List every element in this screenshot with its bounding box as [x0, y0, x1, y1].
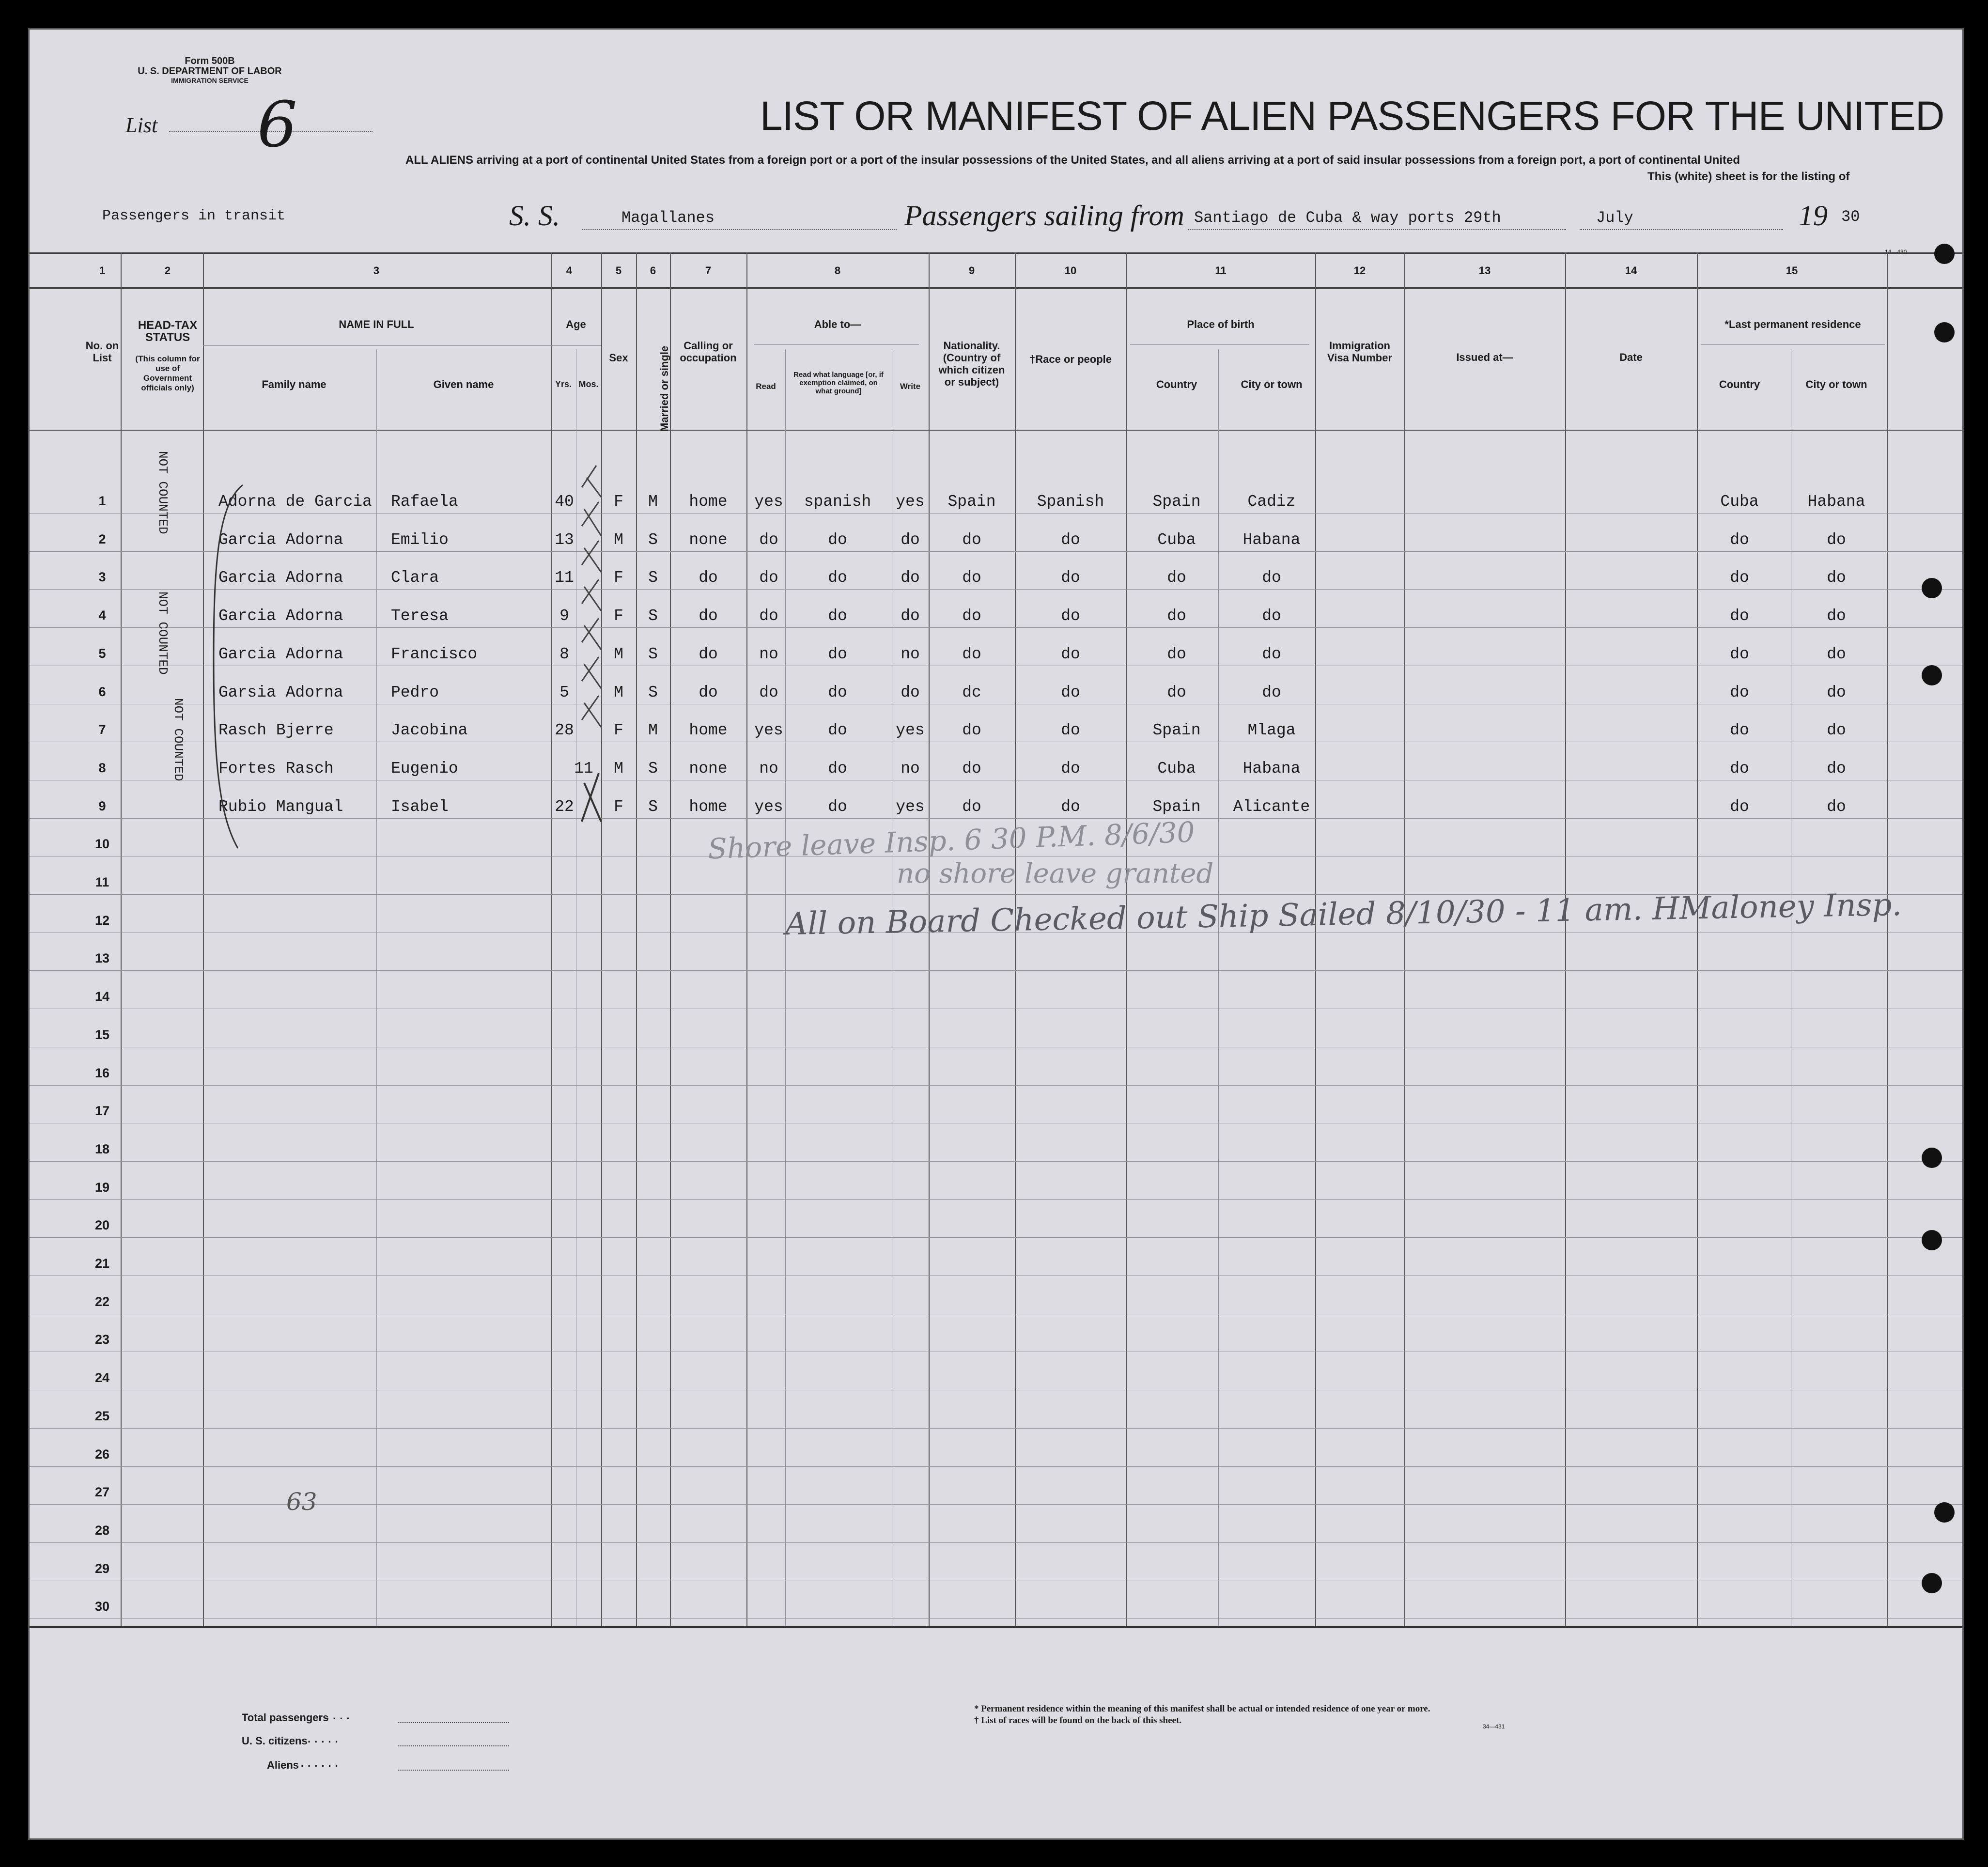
year-suffix: 30: [1841, 208, 1860, 226]
race-cell: do: [1061, 797, 1080, 816]
given-name-cell: Emilio: [391, 530, 449, 549]
row-line: [30, 1085, 1962, 1086]
residence-city-cell: do: [1827, 530, 1846, 549]
occupation-cell: home: [689, 493, 728, 511]
colnum-3: 3: [373, 264, 380, 277]
race-cell: do: [1061, 721, 1080, 740]
row-line: [30, 551, 1962, 552]
family-name-cell: Garcia Adorna: [218, 530, 343, 549]
colnum-4: 4: [566, 264, 573, 277]
handwritten-no-shore-leave: no shore leave granted: [897, 858, 1214, 889]
row-number: 6: [98, 684, 106, 699]
handwritten-all-on-board: All on Board Checked out Ship Sailed 8/10/30 - 11 am. HMaloney Insp.: [785, 887, 1902, 943]
family-name-cell: Garsia Adorna: [218, 683, 343, 701]
colnum-9: 9: [968, 264, 975, 277]
header-married: Married or single: [658, 345, 670, 432]
given-name-cell: Teresa: [391, 607, 449, 625]
family-name-cell: Garcia Adorna: [218, 607, 343, 625]
colnum-1: 1: [99, 264, 106, 277]
not-counted-stamp-3: NOT COUNTED: [171, 698, 186, 781]
row-number: 5: [98, 646, 106, 661]
marital-status-cell: S: [648, 530, 658, 549]
header-visa: Immigration Visa Number: [1327, 340, 1393, 364]
colnum-11: 11: [1215, 264, 1227, 277]
age-years-cell: 13: [555, 530, 574, 549]
row-line: [30, 627, 1962, 628]
header-family-name: Family name: [262, 378, 326, 390]
us-citizens-line: [398, 1745, 509, 1746]
punch-hole-3: [1922, 578, 1942, 598]
rule-col-6: [670, 252, 671, 1626]
punch-hole-1: [1934, 244, 1955, 264]
marital-status-cell: S: [648, 759, 658, 778]
age-years-cell: 5: [559, 683, 569, 701]
age-years-cell: 8: [559, 645, 569, 663]
residence-city-cell: do: [1827, 607, 1846, 625]
language-cell: do: [828, 607, 847, 625]
row-number: 27: [94, 1485, 110, 1500]
residence-city-cell: do: [1827, 759, 1846, 778]
residence-country-cell: do: [1730, 797, 1749, 816]
manifest-sheet: [28, 28, 1964, 1840]
race-cell: do: [1061, 759, 1080, 778]
given-name-cell: Eugenio: [391, 759, 458, 778]
header-birth-country: Country: [1156, 378, 1197, 390]
header-given-name: Given name: [433, 378, 494, 390]
sex-cell: M: [614, 645, 623, 663]
header-head-tax-note: (This column for use of Government officials only): [135, 354, 200, 392]
row-line: [30, 1466, 1962, 1467]
row-line: [30, 589, 1962, 590]
marital-status-cell: S: [648, 569, 658, 587]
sailing-from: Santiago de Cuba & way ports 29th: [1194, 209, 1501, 227]
header-no-on-list: No. on List: [85, 340, 119, 364]
residence-country-cell: do: [1730, 530, 1749, 549]
header-age: Age: [566, 318, 586, 330]
race-cell: do: [1061, 607, 1080, 625]
row-number: 22: [94, 1294, 110, 1309]
sailing-label: Passengers sailing from: [904, 200, 1184, 232]
subtitle-line-2: This (white) sheet is for the listing of: [1647, 170, 1850, 183]
given-name-cell: Pedro: [391, 683, 439, 701]
residence-city-cell: Habana: [1807, 493, 1865, 511]
aliens-dots: ......: [301, 1757, 342, 1769]
row-number: 20: [94, 1218, 110, 1233]
rule-col-11: [1315, 252, 1316, 1626]
sex-cell: M: [614, 759, 623, 778]
family-name-cell: Fortes Rasch: [218, 759, 334, 778]
row-line: [30, 1428, 1962, 1429]
colnum-5: 5: [615, 264, 622, 277]
rule-col-1: [121, 252, 122, 1626]
marital-status-cell: M: [648, 721, 658, 740]
occupation-cell: none: [689, 530, 728, 549]
aliens-label: Aliens: [267, 1759, 299, 1771]
rule-col-3: [551, 252, 552, 1626]
write-cell: yes: [896, 797, 925, 816]
header-birth-city: City or town: [1241, 378, 1303, 390]
sex-cell: M: [614, 683, 623, 701]
row-number: 19: [94, 1180, 110, 1195]
ship-name: Magallanes: [621, 209, 715, 227]
header-res-country: Country: [1719, 378, 1760, 390]
row-number: 4: [98, 608, 106, 623]
colnum-14: 14: [1625, 264, 1637, 277]
nationality-cell: do: [962, 759, 981, 778]
row-number: 16: [94, 1065, 110, 1080]
language-cell: do: [828, 683, 847, 701]
handwritten-margin-number: 63: [286, 1488, 317, 1516]
row-line: [30, 1504, 1962, 1505]
us-citizens-label: U. S. citizens: [242, 1735, 308, 1747]
rule-col-13: [1565, 252, 1566, 1626]
family-name-cell: Rasch Bjerre: [218, 721, 334, 740]
birth-city-cell: Alicante: [1233, 797, 1310, 816]
header-date: Date: [1619, 351, 1643, 363]
residence-city-cell: do: [1827, 721, 1846, 740]
birth-country-cell: do: [1167, 683, 1186, 701]
language-cell: do: [828, 530, 847, 549]
header-head-tax: HEAD-TAX STATUS: [138, 319, 198, 344]
occupation-cell: home: [689, 721, 728, 740]
header-yrs: Yrs.: [555, 379, 572, 389]
table-bottom-rule: [30, 1626, 1962, 1628]
read-cell: do: [759, 569, 778, 587]
age-years-cell: 40: [555, 493, 574, 511]
sex-cell: M: [614, 530, 623, 549]
row-line: [30, 818, 1962, 819]
marital-status-cell: S: [648, 683, 658, 701]
sex-cell: F: [614, 607, 623, 625]
header-race: †Race or people: [1029, 353, 1112, 365]
write-cell: yes: [896, 721, 925, 740]
birth-country-cell: Spain: [1152, 797, 1201, 816]
punch-hole-7: [1934, 1502, 1955, 1523]
birth-city-cell: do: [1262, 645, 1281, 663]
write-cell: do: [901, 530, 920, 549]
row-line: [30, 1199, 1962, 1200]
occupation-cell: none: [689, 759, 728, 778]
row-number: 13: [94, 951, 110, 966]
header-issued-at: Issued at—: [1456, 351, 1513, 363]
race-cell: do: [1061, 569, 1080, 587]
total-passengers-dots: ....: [326, 1710, 354, 1722]
row-number: 17: [94, 1104, 110, 1119]
punch-hole-8: [1922, 1573, 1942, 1593]
family-name-cell: Rubio Mangual: [218, 797, 343, 816]
able-subrule: [754, 344, 919, 345]
subtitle-line-1: ALL ALIENS arriving at a port of continental United States from a foreign port or a port of the insular possessions of the United States, and all aliens arriving at a port of said insular possessions from a foreign port, a port of continental United: [405, 154, 1740, 167]
write-cell: do: [901, 569, 920, 587]
read-cell: yes: [754, 797, 783, 816]
occupation-cell: do: [699, 569, 718, 587]
total-passengers-label: Total passengers: [242, 1711, 329, 1724]
header-sex: Sex: [609, 352, 628, 364]
family-name-cell: Adorna de Garcia: [218, 493, 372, 511]
language-cell: spanish: [804, 493, 871, 511]
colnum-12: 12: [1353, 264, 1366, 277]
birth-city-cell: do: [1262, 683, 1281, 701]
nationality-cell: Spain: [947, 493, 996, 511]
family-name-cell: Garcia Adorna: [218, 569, 343, 587]
ss-label: S. S.: [509, 200, 560, 232]
residence-city-cell: do: [1827, 683, 1846, 701]
row-number: 24: [94, 1370, 110, 1385]
bracket-mark: [175, 466, 262, 863]
marital-status-cell: S: [648, 797, 658, 816]
footer-code: 34—431: [1483, 1723, 1505, 1730]
row-number: 15: [94, 1027, 110, 1042]
row-line: [30, 1161, 1962, 1162]
row-number: 30: [94, 1599, 110, 1614]
language-cell: do: [828, 721, 847, 740]
row-line: [30, 1542, 1962, 1543]
month-line: [1580, 229, 1783, 230]
nationality-cell: dc: [962, 683, 981, 701]
given-name-cell: Francisco: [391, 645, 478, 663]
rule-col-3a: [376, 349, 377, 1626]
rule-col-8a: [785, 349, 786, 1626]
rule-col-5: [636, 252, 637, 1626]
age-years-cell: 22: [555, 797, 574, 816]
age-years-cell: 28: [555, 721, 574, 740]
birth-country-cell: do: [1167, 569, 1186, 587]
birth-city-cell: Habana: [1242, 530, 1301, 549]
sex-cell: F: [614, 569, 623, 587]
read-cell: no: [759, 645, 778, 663]
row-number: 10: [94, 837, 110, 852]
row-line: [30, 1618, 1962, 1619]
colnum-8: 8: [834, 264, 841, 277]
row-number: 1: [98, 494, 106, 508]
header-nationality: Nationality. (Country of which citizen or subject): [938, 340, 1005, 388]
given-name-cell: Jacobina: [391, 721, 468, 740]
column-number-rule-top: [30, 252, 1962, 254]
write-cell: do: [901, 683, 920, 701]
residence-country-cell: do: [1730, 569, 1749, 587]
department-name: U. S. DEPARTMENT OF LABOR: [138, 66, 282, 77]
language-cell: do: [828, 569, 847, 587]
read-cell: no: [759, 759, 778, 778]
occupation-cell: do: [699, 645, 718, 663]
age-subrule: [551, 345, 601, 346]
row-line: [30, 1237, 1962, 1238]
punch-hole-4: [1922, 665, 1942, 685]
punch-hole-5: [1922, 1148, 1942, 1168]
race-cell: do: [1061, 645, 1080, 663]
write-cell: no: [901, 645, 920, 663]
header-read: Read: [756, 382, 776, 391]
residence-country-cell: do: [1730, 683, 1749, 701]
header-rule-bottom: [30, 430, 1962, 431]
nationality-cell: do: [962, 607, 981, 625]
residence-country-cell: do: [1730, 645, 1749, 663]
header-last-residence: *Last permanent residence: [1724, 318, 1861, 330]
row-number: 25: [94, 1408, 110, 1423]
sex-cell: F: [614, 721, 623, 740]
row-number: 18: [94, 1141, 110, 1156]
row-number: 11: [95, 875, 109, 889]
residence-country-cell: do: [1730, 607, 1749, 625]
birth-country-cell: Cuba: [1157, 759, 1196, 778]
punch-hole-6: [1922, 1230, 1942, 1250]
marital-status-cell: S: [648, 607, 658, 625]
read-cell: do: [759, 530, 778, 549]
nationality-cell: do: [962, 721, 981, 740]
row-number: 2: [98, 531, 106, 546]
list-number: 6: [257, 88, 297, 161]
nationality-cell: do: [962, 569, 981, 587]
write-cell: yes: [896, 493, 925, 511]
colnum-15: 15: [1786, 264, 1798, 277]
header-able-to: Able to—: [814, 318, 861, 330]
birth-country-cell: Spain: [1152, 721, 1201, 740]
row-number: 26: [94, 1447, 110, 1462]
occupation-cell: home: [689, 797, 728, 816]
port-line: [1188, 229, 1566, 230]
ship-line: [582, 229, 897, 230]
punch-hole-2: [1934, 322, 1955, 342]
rule-col-2: [203, 252, 204, 1626]
rule-col-10: [1126, 252, 1127, 1626]
footnote-races: † List of races will be found on the back of this sheet.: [974, 1715, 1182, 1726]
header-write: Write: [900, 382, 921, 391]
row-line: [30, 970, 1962, 971]
birth-country-cell: Cuba: [1157, 530, 1196, 549]
row-number: 14: [94, 989, 110, 1004]
race-cell: do: [1061, 530, 1080, 549]
sex-cell: F: [614, 797, 623, 816]
birth-subrule: [1130, 344, 1309, 345]
language-cell: do: [828, 797, 847, 816]
colnum-2: 2: [164, 264, 171, 277]
given-name-cell: Rafaela: [391, 493, 458, 511]
rule-col-14: [1697, 252, 1698, 1626]
race-cell: do: [1061, 683, 1080, 701]
write-cell: do: [901, 607, 920, 625]
age-years-cell: 9: [559, 607, 569, 625]
sex-cell: F: [614, 493, 623, 511]
nationality-cell: do: [962, 530, 981, 549]
header-res-city: City or town: [1805, 378, 1867, 390]
birth-city-cell: Mlaga: [1247, 721, 1296, 740]
nationality-cell: do: [962, 797, 981, 816]
read-cell: do: [759, 683, 778, 701]
read-cell: do: [759, 607, 778, 625]
read-cell: yes: [754, 493, 783, 511]
rule-col-15: [1887, 252, 1888, 1626]
residence-country-cell: do: [1730, 721, 1749, 740]
birth-country-cell: do: [1167, 607, 1186, 625]
birth-city-cell: Habana: [1242, 759, 1301, 778]
birth-city-cell: Cadiz: [1247, 493, 1296, 511]
family-name-cell: Garcia Adorna: [218, 645, 343, 663]
occupation-cell: do: [699, 683, 718, 701]
handwritten-shore-leave: Shore leave Insp. 6 30 P.M. 8/6/30: [707, 815, 1196, 866]
given-name-cell: Clara: [391, 569, 439, 587]
footnote-residence: * Permanent residence within the meaning of this manifest shall be actual or intended residence of one year or more.: [974, 1704, 1430, 1714]
age-years-cell: 11: [555, 569, 574, 587]
colnum-6: 6: [650, 264, 656, 277]
us-citizens-dots: .....: [308, 1733, 342, 1745]
age-tally-marks: [572, 463, 611, 831]
rule-col-12: [1404, 252, 1405, 1626]
occupation-cell: do: [699, 607, 718, 625]
row-number: 3: [98, 570, 106, 585]
birth-country-cell: Spain: [1152, 493, 1201, 511]
column-number-rule-bottom: [30, 287, 1962, 289]
header-mos: Mos.: [578, 379, 599, 389]
race-cell: Spanish: [1037, 493, 1104, 511]
colnum-7: 7: [705, 264, 712, 277]
residence-city-cell: do: [1827, 569, 1846, 587]
sailing-month: July: [1596, 209, 1633, 227]
birth-country-cell: do: [1167, 645, 1186, 663]
language-cell: do: [828, 759, 847, 778]
residence-city-cell: do: [1827, 797, 1846, 816]
given-name-cell: Isabel: [391, 797, 449, 816]
marital-status-cell: M: [648, 493, 658, 511]
colnum-13: 13: [1478, 264, 1491, 277]
header-calling: Calling or occupation: [680, 340, 737, 364]
header-read-what: Read what language [or, if exemption claimed, on what ground]: [793, 371, 884, 395]
birth-city-cell: do: [1262, 607, 1281, 625]
corner-code: 14—430: [1885, 249, 1907, 255]
residence-country-cell: do: [1730, 759, 1749, 778]
language-cell: do: [828, 645, 847, 663]
read-cell: yes: [754, 721, 783, 740]
row-number: 21: [94, 1256, 110, 1271]
row-number: 8: [98, 760, 106, 775]
page-title: LIST OR MANIFEST OF ALIEN PASSENGERS FOR THE UNITED: [760, 93, 1944, 139]
rule-col-4: [601, 252, 602, 1626]
service-name: IMMIGRATION SERVICE: [171, 77, 248, 84]
row-number: 28: [94, 1523, 110, 1538]
transit-note: Passengers in transit: [102, 208, 286, 224]
list-label: List: [125, 113, 158, 137]
not-counted-stamp-1: NOT COUNTED: [155, 451, 170, 534]
row-number: 29: [94, 1561, 110, 1576]
residence-subrule: [1701, 344, 1885, 345]
total-passengers-line: [398, 1722, 509, 1723]
not-counted-stamp-2: NOT COUNTED: [155, 591, 170, 675]
nationality-cell: do: [962, 645, 981, 663]
age-months-cell: 11: [574, 759, 593, 778]
form-number: Form 500B: [185, 56, 235, 66]
rule-col-7: [746, 252, 747, 1626]
row-number: 9: [98, 798, 106, 813]
rule-col-9: [1015, 252, 1016, 1626]
aliens-line: [398, 1770, 509, 1771]
write-cell: no: [901, 759, 920, 778]
birth-city-cell: do: [1262, 569, 1281, 587]
header-place-of-birth: Place of birth: [1187, 318, 1255, 330]
marital-status-cell: S: [648, 645, 658, 663]
residence-city-cell: do: [1827, 645, 1846, 663]
row-number: 7: [98, 722, 106, 737]
rule-col-11a: [1218, 349, 1219, 1626]
row-number: 23: [94, 1332, 110, 1347]
header-name-in-full: NAME IN FULL: [339, 318, 414, 330]
residence-country-cell: Cuba: [1720, 493, 1759, 511]
name-subrule: [203, 345, 551, 346]
row-number: 12: [94, 913, 110, 928]
year-prefix: 19: [1799, 200, 1828, 232]
colnum-10: 10: [1064, 264, 1077, 277]
